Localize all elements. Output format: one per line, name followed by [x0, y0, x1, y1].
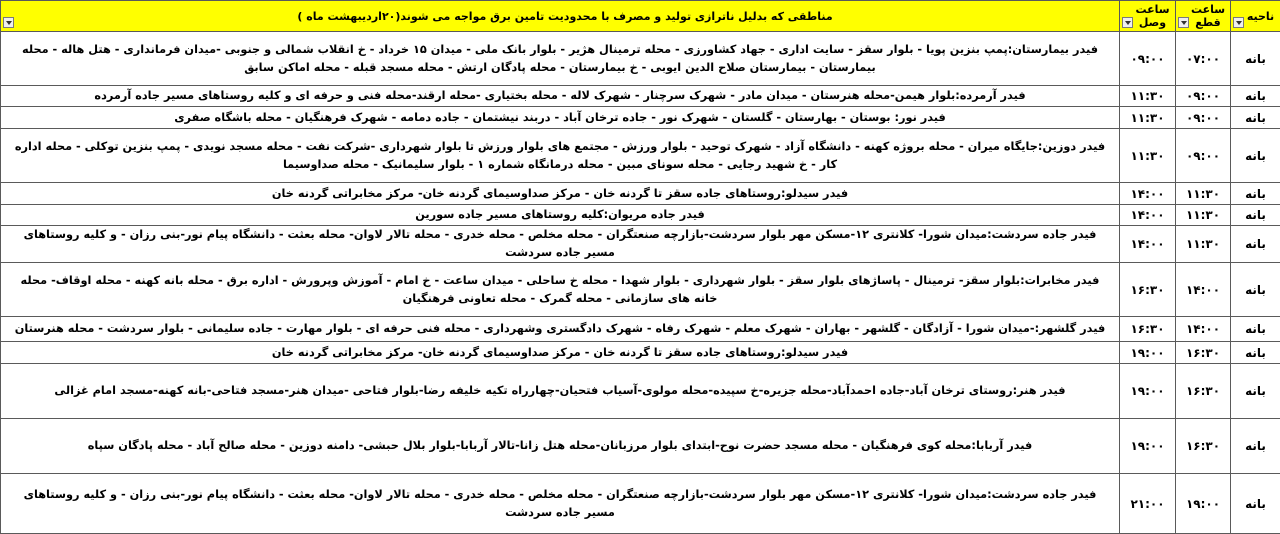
table-row — [1, 263, 1280, 317]
area-cell: بانه — [1231, 263, 1280, 317]
table-row — [1, 129, 1280, 183]
table-row — [1, 342, 1280, 364]
area-cell: بانه — [1231, 226, 1280, 263]
description-cell: فیدر آرمرده:بلوار هیمن-محله هنرستان - میدان مادر - شهرک سرچنار - شهرک لاله - محله بختیاری -محله ارقند-محله فنی و حرفه ای و کلیه روستاهای مسیر جاده آرمرده — [1, 86, 1120, 107]
filter-dropdown-icon[interactable] — [1233, 17, 1244, 28]
area-cell: بانه — [1231, 183, 1280, 205]
description-cell: فیدر مخابرات:بلوار سقز- ترمینال - پاساژهای بلوار سقز - بلوار شهرداری - بلوار شهدا - محله خ ساحلی - میدان ساعت - خ امام - آموزش وپرورش - اداره برق - محله بانه کهنه - محله اوقاف- محله خانه های سازمانی - محله گمرک - محله تعاونی فرهنگیان — [1, 263, 1120, 317]
description-cell: فیدر آربابا:محله کوی فرهنگیان - محله مسجد حضرت نوح-ابتدای بلوار مرزبانان-محله هتل زانا-تالار آربابا-بلوار بلال حبشی- دامنه دوزین - محله صالح آباد - محله پادگان سپاه — [1, 419, 1120, 474]
connect-time-cell: ۱۴:۰۰ — [1120, 205, 1176, 226]
table-row — [1, 32, 1280, 86]
connect-time-cell: ۱۶:۳۰ — [1120, 263, 1176, 317]
connect-time-cell: ۱۶:۳۰ — [1120, 317, 1176, 342]
filter-dropdown-icon[interactable] — [1122, 17, 1133, 28]
description-cell: فیدر جاده سردشت:میدان شورا- کلانتری ۱۲-مسکن مهر بلوار سردشت-بازارچه صنعتگران - محله مخلص - محله خدری - محله تالار لاوان- محله بعثت - دانشگاه پیام نور-بنی رزان - و کلیه روستاهای مسیر جاده سردشت — [1, 474, 1120, 534]
filter-dropdown-icon[interactable] — [3, 17, 14, 28]
connect-time-cell: ۱۴:۰۰ — [1120, 226, 1176, 263]
table-row — [1, 317, 1280, 342]
connect-time-cell: ۱۱:۳۰ — [1120, 129, 1176, 183]
table-row — [1, 474, 1280, 534]
area-cell: بانه — [1231, 129, 1280, 183]
description-cell: فیدر نور: بوستان - بهارستان - گلستان - شهرک نور - جاده ترخان آباد - دربند نیشتمان - جاده دمامه - شهرک فرهنگیان - محله باشگاه صفری — [1, 107, 1120, 129]
cut-time-cell: ۱۱:۳۰ — [1176, 226, 1231, 263]
connect-time-cell: ۱۱:۳۰ — [1120, 86, 1176, 107]
cut-time-cell: ۱۱:۳۰ — [1176, 183, 1231, 205]
description-cell: فیدر بیمارستان:پمپ بنزین پویا - بلوار سقز - سایت اداری - جهاد کشاورزی - محله ترمینال هژیر - بلوار بانک ملی - میدان ۱۵ خرداد - خ انقلاب شمالی و جنوبی -میدان فرمانداری - هتل هاله - محله بیمارستان - بیمارستان صلاح الدین ایوبی - خ بیمارستان - محله پادگان ارتش - محله مسجد قبله - محله اماکن سابق — [1, 32, 1120, 86]
area-cell: بانه — [1231, 32, 1280, 86]
cut-time-cell: ۰۷:۰۰ — [1176, 32, 1231, 86]
description-cell: فیدر جاده سردشت:میدان شورا- کلانتری ۱۲-مسکن مهر بلوار سردشت-بازارچه صنعتگران - محله مخلص - محله خدری - محله تالار لاوان- محله بعثت - دانشگاه پیام نور-بنی رزان - و کلیه روستاهای مسیر جاده سردشت — [1, 226, 1120, 263]
table-body — [1, 32, 1280, 534]
description-cell: فیدر دوزین:جایگاه میران - محله بروژه کهنه - دانشگاه آزاد - شهرک توحید - بلوار ورزش - مجتمع های بلوار ورزش تا بلوار شهرداری -شرکت نفت - محله مسجد نویدی - پمپ بنزین توکلی - محله اداره کار - خ شهید رجایی - محله سونای مبین - محله درمانگاه شماره ۱ - بلوار سلیمانیک - محله صداوسیما — [1, 129, 1120, 183]
area-cell: بانه — [1231, 86, 1280, 107]
cut-time-cell: ۰۹:۰۰ — [1176, 107, 1231, 129]
cut-time-cell: ۰۹:۰۰ — [1176, 129, 1231, 183]
connect-time-cell: ۰۹:۰۰ — [1120, 32, 1176, 86]
cut-time-cell: ۱۴:۰۰ — [1176, 317, 1231, 342]
connect-time-cell: ۱۴:۰۰ — [1120, 183, 1176, 205]
cut-time-cell: ۰۹:۰۰ — [1176, 86, 1231, 107]
cut-time-cell: ۱۶:۳۰ — [1176, 342, 1231, 364]
cut-time-cell: ۱۹:۰۰ — [1176, 474, 1231, 534]
area-cell: بانه — [1231, 364, 1280, 419]
area-cell: بانه — [1231, 474, 1280, 534]
area-cell: بانه — [1231, 107, 1280, 129]
header-connect-time: ساعت وصل — [1120, 1, 1176, 32]
table-row — [1, 86, 1280, 107]
description-cell: فیدر هنر:روستای ترخان آباد-جاده احمدآباد-محله جزیره-خ سپیده-محله مولوی-آسیاب فتحیان-چهارراه تکیه خلیفه رضا-بلوار فتاحی -میدان هنر-مسجد فتاحی-بانه کهنه-مسجد امام غزالی — [1, 364, 1120, 419]
table-row — [1, 419, 1280, 474]
area-cell: بانه — [1231, 342, 1280, 364]
table-row — [1, 107, 1280, 129]
cut-time-cell: ۱۶:۳۰ — [1176, 419, 1231, 474]
header-area: ناحیه — [1231, 1, 1280, 32]
description-cell: فیدر گلشهر:-میدان شورا - آزادگان - گلشهر - بهاران - شهرک معلم - شهرک رفاه - شهرک دادگستری وشهرداری - محله فنی حرفه ای - بلوار مهارت - جاده سلیمانی - بلوار سردشت - محله هنرستان — [1, 317, 1120, 342]
table-row — [1, 205, 1280, 226]
table-row — [1, 183, 1280, 205]
description-cell: فیدر سیدلو:روستاهای جاده سقز تا گردنه خان - مرکز صداوسیمای گردنه خان- مرکز مخابراتی گردنه خان — [1, 183, 1120, 205]
description-cell: فیدر جاده مریوان:کلیه روستاهای مسیر جاده سورین — [1, 205, 1120, 226]
area-cell: بانه — [1231, 317, 1280, 342]
cut-time-cell: ۱۴:۰۰ — [1176, 263, 1231, 317]
connect-time-cell: ۲۱:۰۰ — [1120, 474, 1176, 534]
cut-time-cell: ۱۱:۳۰ — [1176, 205, 1231, 226]
table-row — [1, 226, 1280, 263]
header-cut-time: ساعت قطع — [1176, 1, 1231, 32]
table-row — [1, 364, 1280, 419]
connect-time-cell: ۱۹:۰۰ — [1120, 419, 1176, 474]
cut-time-cell: ۱۶:۳۰ — [1176, 364, 1231, 419]
area-cell: بانه — [1231, 419, 1280, 474]
connect-time-cell: ۱۹:۰۰ — [1120, 342, 1176, 364]
description-cell: فیدر سیدلو:روستاهای جاده سقز تا گردنه خان - مرکز صداوسیمای گردنه خان- مرکز مخابراتی گردنه خان — [1, 342, 1120, 364]
connect-time-cell: ۱۹:۰۰ — [1120, 364, 1176, 419]
filter-dropdown-icon[interactable] — [1178, 17, 1189, 28]
area-cell: بانه — [1231, 205, 1280, 226]
connect-time-cell: ۱۱:۳۰ — [1120, 107, 1176, 129]
header-row — [1, 1, 1280, 32]
header-description: مناطقی که بدلیل ناترازی تولید و مصرف با محدودیت تامین برق مواجه می شوند(۲۰اردیبهشت ماه ) — [1, 1, 1120, 32]
